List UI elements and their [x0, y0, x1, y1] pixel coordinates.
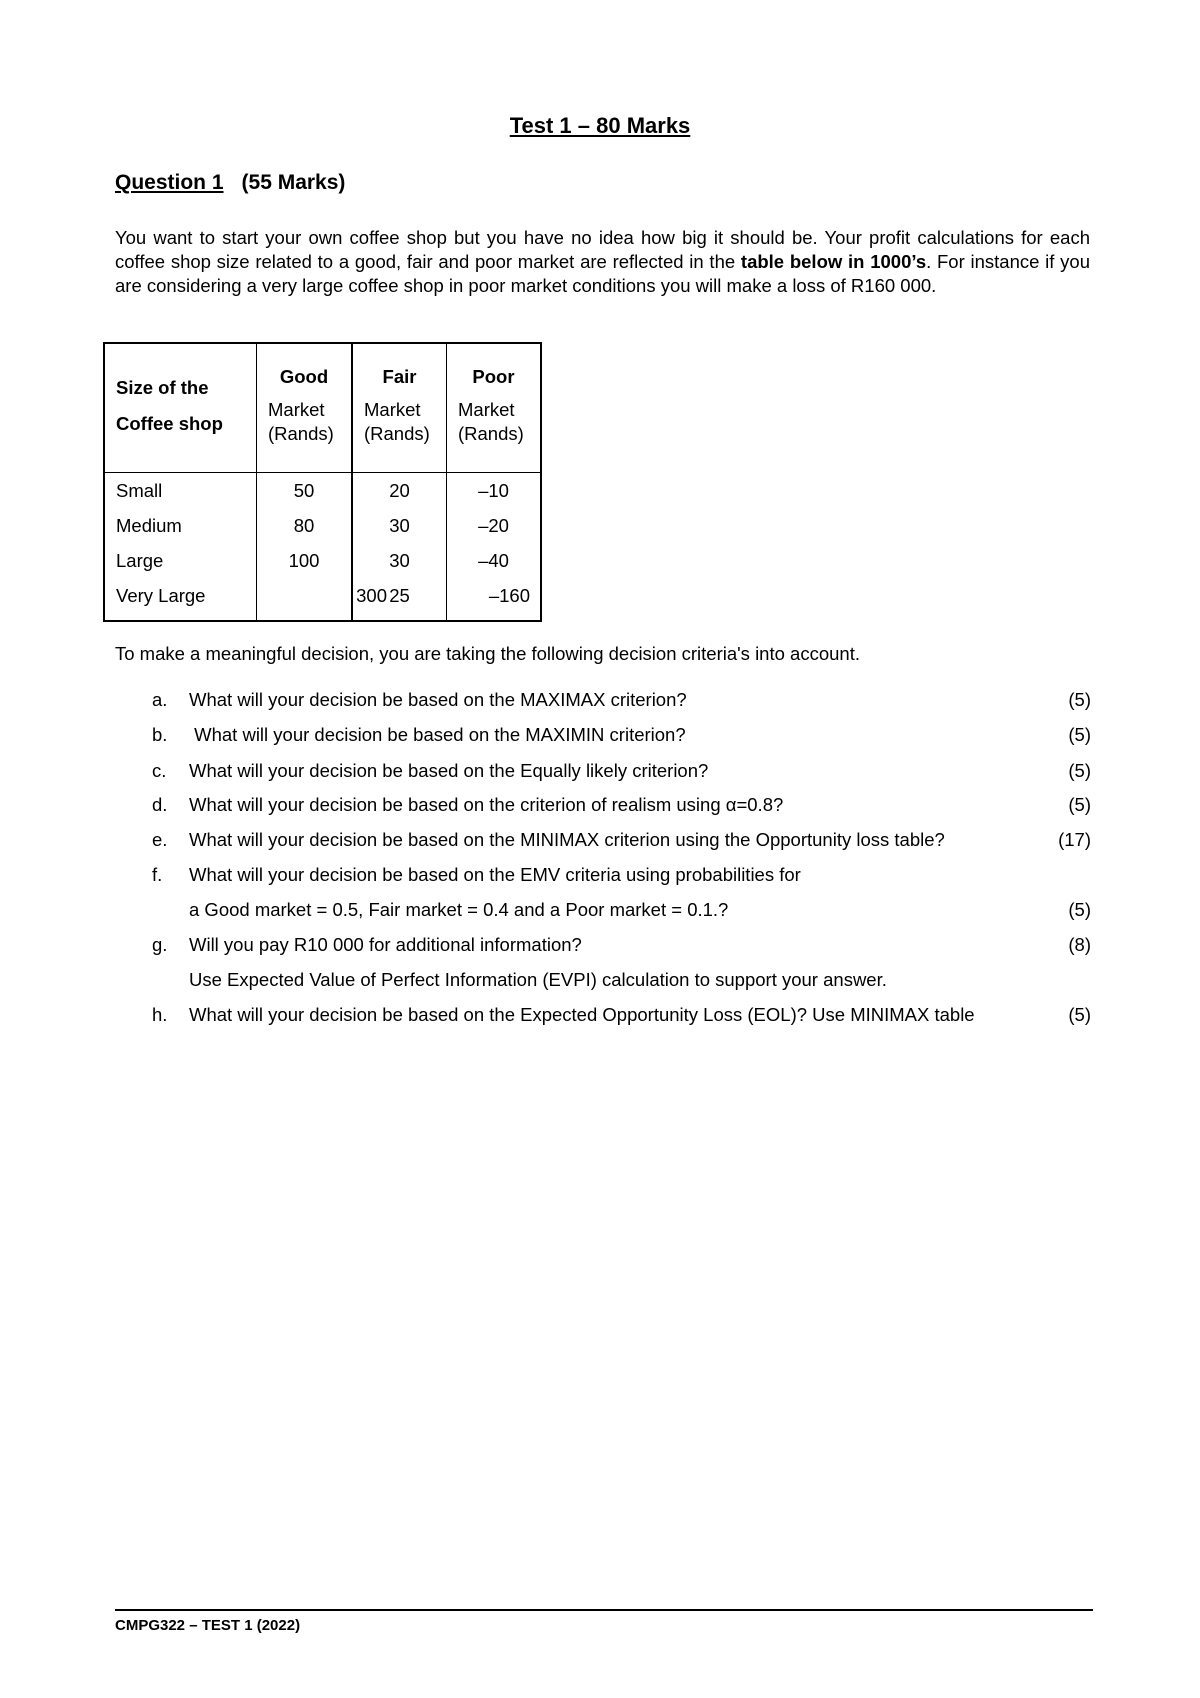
- intro-bold-text: table below in 1000’s: [740, 251, 927, 272]
- item-marks: (5): [1068, 899, 1091, 920]
- item-letter: g.: [152, 934, 168, 955]
- item-letter: b.: [152, 724, 168, 745]
- cell-fair: 30: [352, 512, 447, 547]
- size-header: [104, 343, 257, 473]
- question-heading: [115, 171, 345, 195]
- item-text: What will your decision be based on the MINIMAX criterion using the Opportunity loss table?: [189, 829, 945, 850]
- good-header-name: Good: [279, 366, 329, 387]
- size-header-line2: Coffee shop: [116, 413, 223, 434]
- item-letter: h.: [152, 1004, 168, 1025]
- row-size: Medium: [104, 512, 257, 547]
- poor-header-name: Poor: [472, 366, 515, 387]
- size-header-line1: Size of the: [116, 377, 209, 398]
- cell-fair: 20: [352, 473, 447, 513]
- item-marks: (8): [1068, 934, 1091, 955]
- item-text: What will your decision be based on the EMV criteria using probabilities for: [189, 864, 801, 885]
- test-title: Test 1 – 80 Marks: [509, 113, 691, 138]
- item-marks: (17): [1058, 829, 1091, 850]
- table-row: [104, 512, 541, 547]
- intro-text-2: . For instance if you are considering a very large coffee shop in poor market conditions you will make a loss of R160 000.: [115, 251, 1090, 296]
- item-marks: (5): [1068, 760, 1091, 781]
- footer-text: CMPG322 – TEST 1 (2022): [115, 1617, 301, 1634]
- good-market-header: [257, 343, 353, 473]
- cell-good-value: 300: [356, 585, 387, 606]
- item-letter: d.: [152, 794, 168, 815]
- fair-market-header: [352, 343, 447, 473]
- item-text: What will your decision be based on the MAXIMAX criterion?: [189, 689, 687, 710]
- cell-poor: –10: [478, 480, 509, 501]
- payoff-table: [103, 342, 542, 622]
- cell-fair: 30: [352, 547, 447, 582]
- item-text: Will you pay R10 000 for additional information?: [189, 934, 582, 955]
- item-text: What will your decision be based on the Equally likely criterion?: [189, 760, 709, 781]
- cell-poor: –40: [478, 550, 509, 571]
- item-text-line2: Use Expected Value of Perfect Information (EVPI) calculation to support your answer.: [189, 969, 887, 990]
- cell-fair: 25: [352, 582, 447, 621]
- question-marks: (55 Marks): [241, 171, 346, 194]
- item-text-line2: a Good market = 0.5, Fair market = 0.4 and a Poor market = 0.1.?: [189, 899, 729, 920]
- footer-divider: [115, 1609, 1093, 1611]
- item-text: What will your decision be based on the criterion of realism using α=0.8?: [189, 794, 784, 815]
- table-header-row: [104, 343, 541, 473]
- poor-market-header: [447, 343, 542, 473]
- row-size: Large: [104, 547, 257, 582]
- table-row: [104, 473, 541, 513]
- poor-header-sub1: Market: [458, 399, 515, 420]
- item-marks: (5): [1068, 724, 1091, 745]
- item-letter: a.: [152, 689, 168, 710]
- cell-good: 80: [257, 512, 353, 547]
- row-size: Small: [104, 473, 257, 513]
- row-size: Very Large: [104, 582, 257, 621]
- item-marks: (5): [1068, 1004, 1091, 1025]
- table-row: [104, 582, 541, 621]
- item-text: What will your decision be based on the Expected Opportunity Loss (EOL)? Use MINIMAX table: [189, 1004, 975, 1025]
- fair-header-name: Fair: [382, 366, 417, 387]
- cell-good: 100: [257, 547, 353, 582]
- item-letter: f.: [152, 864, 163, 885]
- item-letter: e.: [152, 829, 168, 850]
- poor-header-sub2: (Rands): [458, 423, 524, 444]
- intro-text-1: You want to start your own coffee shop but you have no idea how big it should be. Your profit calculations for each coffee shop size related to a good, fair and poor market are reflected in the: [115, 227, 1090, 272]
- intro-paragraph: [115, 226, 1090, 298]
- good-header-sub2: (Rands): [268, 423, 334, 444]
- item-letter: c.: [152, 760, 167, 781]
- question-label: Question 1: [115, 171, 224, 194]
- cell-poor: –20: [478, 515, 509, 536]
- cell-good: [257, 582, 387, 621]
- item-text: What will your decision be based on the MAXIMIN criterion?: [189, 724, 686, 745]
- cell-good: 50: [257, 473, 353, 513]
- good-header-sub1: Market: [268, 399, 325, 420]
- criteria-intro: To make a meaningful decision, you are taking the following decision criteria's into account.: [115, 643, 860, 664]
- item-marks: (5): [1068, 794, 1091, 815]
- table-row: [104, 547, 541, 582]
- cell-poor: –160: [488, 585, 530, 606]
- item-marks: (5): [1068, 689, 1091, 710]
- fair-header-sub2: (Rands): [364, 423, 430, 444]
- fair-header-sub1: Market: [364, 399, 421, 420]
